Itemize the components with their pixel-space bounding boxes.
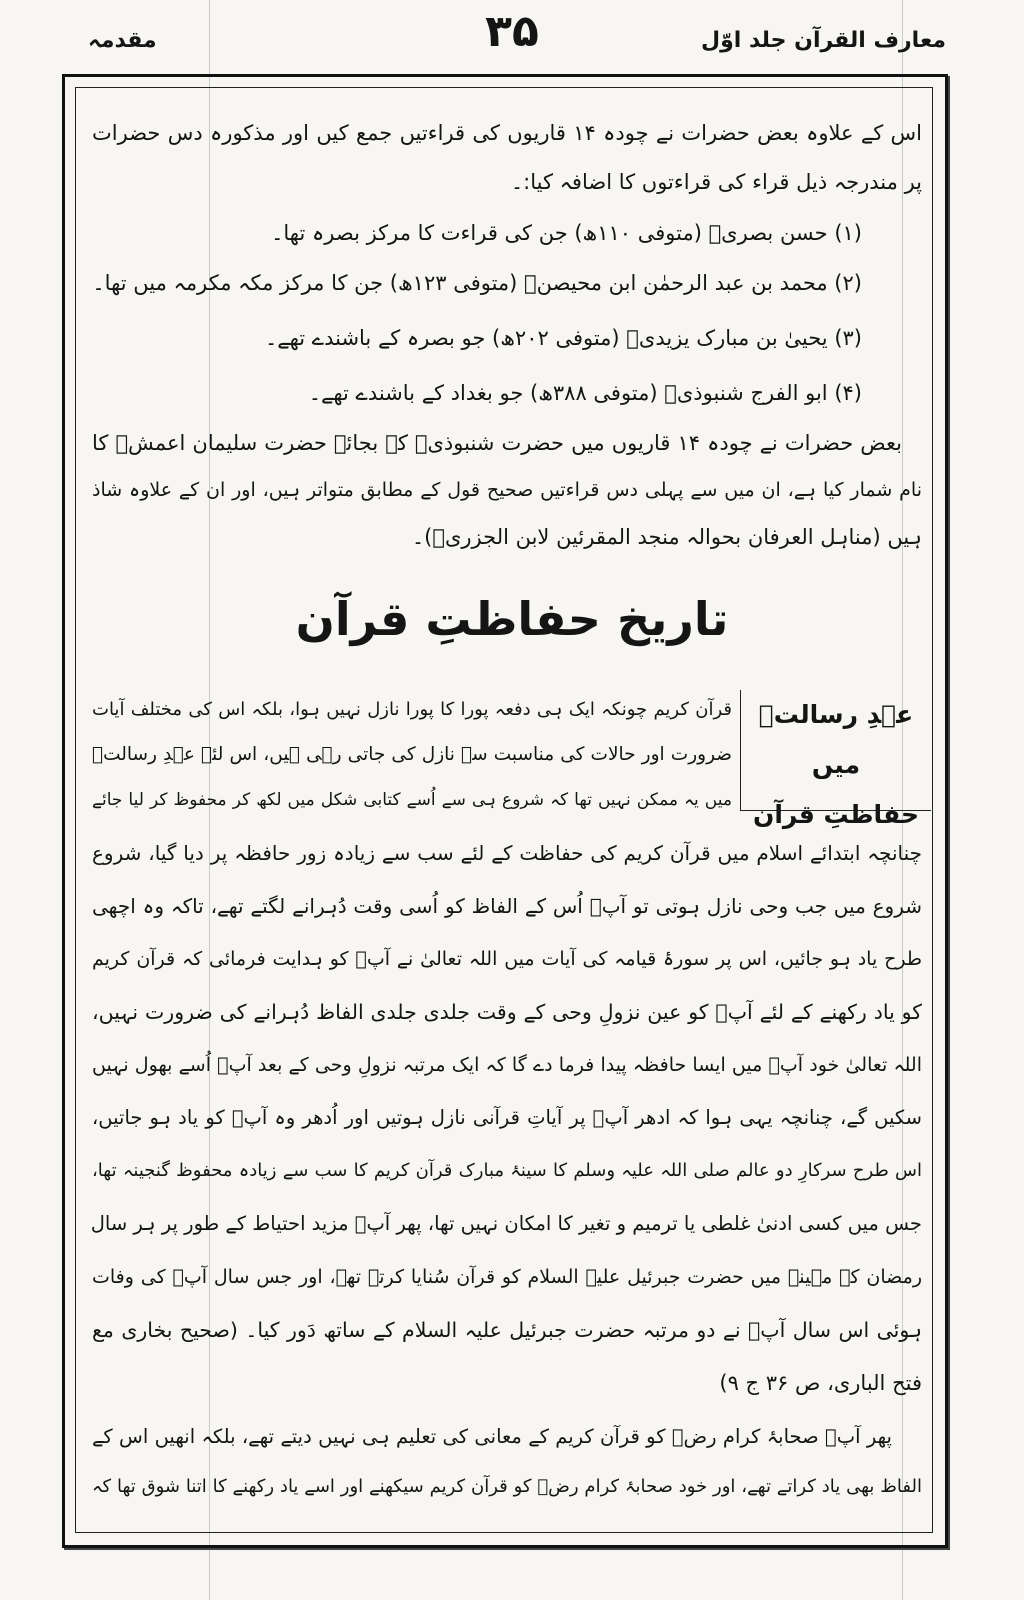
book-title: معارف القرآن جلد اوّل bbox=[701, 28, 946, 53]
text-line: چنانچہ ابتدائے اسلام میں قرآن کریم کی حفاظت کے لئے سب سے زیادہ زور حافظہ پر دیا گیا، شروع bbox=[92, 841, 922, 865]
text-line: اس طرح سرکارِ دو عالم صلی اللہ علیہ وسلم کا سینۂ مبارک قرآن کریم کا سب سے زیادہ محفوظ گنجینہ تھا، bbox=[92, 1160, 922, 1181]
side-heading-line: حفاظتِ قرآن bbox=[753, 800, 919, 829]
list-item: (۱) حسن بصریؒ (متوفی ۱۱۰ھ) جن کی قراءت کا مرکز بصرہ تھا۔ bbox=[271, 221, 862, 245]
text-line: پھر آپؐ صحابۂ کرام رضؓ کو قرآن کریم کے معانی کی تعلیم ہی نہیں دیتے تھے، بلکہ انھیں اس کے bbox=[92, 1425, 892, 1448]
section-title: تاریخ حفاظتِ قرآن bbox=[295, 592, 729, 646]
text-line: فتح الباری، ص ۳۶ ج ۹) bbox=[719, 1371, 922, 1395]
text-line: اس کے علاوہ بعض حضرات نے چودہ ۱۴ قاریوں کی قراءتیں جمع کیں اور مذکورہ دس حضرات bbox=[92, 121, 922, 145]
text-line: اللہ تعالیٰ خود آپؐ میں ایسا حافظہ پیدا فرما دے گا کہ ایک مرتبہ نزولِ وحی کے بعد آپؐ اُسے بھول نہیں bbox=[92, 1054, 922, 1076]
text-line: بعض حضرات نے چودہ ۱۴ قاریوں میں حضرت شنبوذیؒ کے بجائے حضرت سلیمان اعمشؒ کا bbox=[92, 431, 902, 455]
text-line: ضرورت اور حالات کی مناسبت سے نازل کی جاتی رہی ہیں، اس لئے عہدِ رسالتؐ bbox=[92, 744, 732, 765]
text-line: جس میں کسی ادنیٰ غلطی یا ترمیم و تغیر کا امکان نہیں تھا، پھر آپؐ مزید احتیاط کے طور پر ہر سال bbox=[90, 1212, 922, 1235]
text-line: پر مندرجہ ذیل قراء کی قراءتوں کا اضافہ کیا:۔ bbox=[510, 170, 922, 194]
text-line: ہیں (مناہل العرفان بحوالہ منجد المقرئین لابن الجزریؒ)۔ bbox=[411, 525, 922, 549]
text-line: قرآن کریم چونکہ ایک ہی دفعہ پورا کا پورا نازل نہیں ہوا، بلکہ اس کی مختلف آیات bbox=[92, 699, 732, 720]
list-item: (۴) ابو الفرج شنبوذیؒ (متوفی ۳۸۸ھ) جو بغداد کے باشندے تھے۔ bbox=[308, 381, 862, 405]
text-line: رمضان کے مہینے میں حضرت جبرئیل علیہ السلام کو قرآن سُنایا کرتے تھے، اور جس سال آپؐ کی وفات bbox=[92, 1266, 922, 1288]
side-heading-box bbox=[740, 690, 931, 829]
text-line: میں یہ ممکن نہیں تھا کہ شروع ہی سے اُسے کتابی شکل میں لکھ کر محفوظ کر لیا جائے bbox=[92, 790, 732, 810]
list-item: (۲) محمد بن عبد الرحمٰن ابن محیصنؒ (متوفی ۱۲۳ھ) جن کا مرکز مکہ مکرمہ میں تھا۔ bbox=[92, 271, 862, 295]
text-line: نام شمار کیا ہے، ان میں سے پہلی دس قراءتیں صحیح قول کے مطابق متواتر ہیں، اور ان کے علاوہ شاذ bbox=[92, 479, 922, 501]
side-heading-line: عہدِ رسالتؐ میں bbox=[758, 700, 914, 779]
page-number: ۳۵ bbox=[485, 6, 539, 57]
text-line: طرح یاد ہو جائیں، اس پر سورۂ قیامہ کی آیات میں اللہ تعالیٰ نے آپؐ کو ہدایت فرمائی کہ قرآن کریم bbox=[92, 948, 922, 970]
text-line: سکیں گے، چنانچہ یہی ہوا کہ ادھر آپؐ پر آیاتِ قرآنی نازل ہوتیں اور اُدھر وہ آپؐ کو یاد ہو جاتیں، bbox=[92, 1106, 922, 1129]
section-name: مقدمہ bbox=[88, 28, 157, 53]
text-line: الفاظ بھی یاد کراتے تھے، اور خود صحابۂ کرام رضؓ کو قرآن کریم سیکھنے اور اسے یاد رکھنے کا اتنا شوق تھا کہ bbox=[92, 1476, 922, 1497]
list-item: (۳) یحییٰ بن مبارک یزیدیؒ (متوفی ۲۰۲ھ) جو بصرہ کے باشندے تھے۔ bbox=[264, 326, 862, 350]
text-line: کو یاد رکھنے کے لئے آپؐ کو عین نزولِ وحی کے وقت جلدی جلدی الفاظ دُہرانے کی ضرورت نہیں، bbox=[92, 1000, 922, 1024]
text-line: شروع میں جب وحی نازل ہوتی تو آپؐ اُس کے الفاظ کو اُسی وقت دُہرانے لگتے تھے، تاکہ وہ اچھی bbox=[92, 894, 922, 918]
text-line: ہوئی اس سال آپؐ نے دو مرتبہ حضرت جبرئیل علیہ السلام کے ساتھ دَور کیا۔ (صحیح بخاری مع bbox=[92, 1318, 922, 1342]
